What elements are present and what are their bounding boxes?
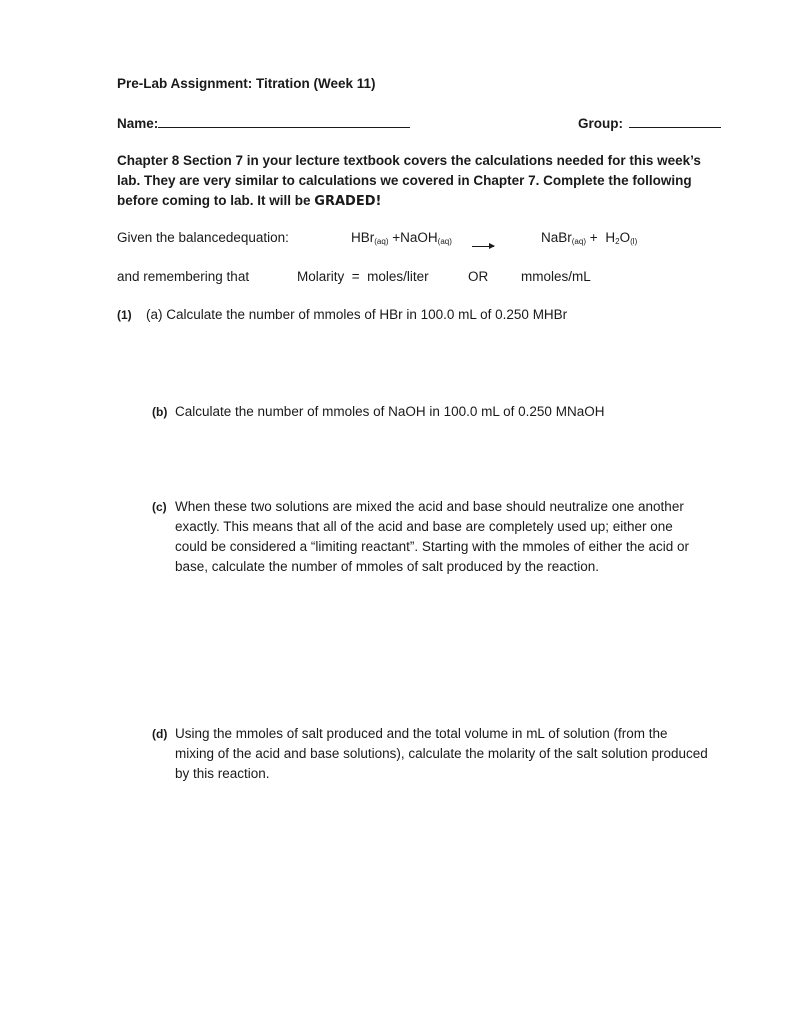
page-title: Pre-Lab Assignment: Titration (Week 11) — [117, 76, 376, 91]
graded-text: GRADED! — [314, 194, 382, 209]
products — [541, 230, 637, 246]
question-a-text: (a) Calculate the number of mmoles of HBr in 100.0 mL of 0.250 MHBr — [146, 307, 568, 322]
name-label: Name: — [117, 116, 159, 131]
question-number: (1) — [117, 308, 132, 322]
group-field[interactable] — [578, 116, 721, 131]
group-label: Group: — [578, 116, 623, 131]
naoh-state: (aq) — [437, 237, 452, 246]
group-blank-line[interactable] — [629, 127, 721, 128]
molarity-label: and remembering that — [117, 269, 250, 284]
nabr-formula: NaBr — [541, 230, 572, 245]
intro-paragraph — [117, 151, 717, 212]
question-c-label: (c) — [152, 500, 167, 514]
molarity-formula: Molarity = moles/liter — [297, 269, 429, 284]
hbr-state: (aq) — [374, 237, 389, 246]
nabr-state: (aq) — [571, 237, 586, 246]
water-oxygen: O — [619, 230, 631, 245]
name-field[interactable] — [117, 116, 410, 131]
mmoles-text: mmoles/mL — [521, 269, 591, 284]
reaction-arrow-icon — [472, 238, 494, 253]
naoh-formula: NaOH — [400, 230, 438, 245]
plus-sign: + — [589, 230, 598, 245]
question-b-text: Calculate the number of mmoles of NaOH in 100.0 mL of 0.250 MNaOH — [175, 404, 605, 419]
water-state: (l) — [630, 237, 638, 246]
question-d-label: (d) — [152, 727, 168, 741]
question-c-text: When these two solutions are mixed the acid and base should neutralize one another exactly. This means that all of the acid and base are completely used up; either one could be considered a “limiting reactant”. Starting with the mmoles of either the acid or base, calculate the number of mmoles of salt produced by the reaction. — [175, 499, 690, 574]
or-text: OR — [468, 269, 489, 284]
name-blank-line[interactable] — [158, 127, 410, 128]
water-formula: H — [605, 230, 616, 245]
plus-sign: + — [392, 230, 401, 245]
hbr-formula: HBr — [351, 230, 375, 245]
reactants — [351, 230, 452, 246]
equation-label: Given the balancedequation: — [117, 230, 289, 245]
question-d-text: Using the mmoles of salt produced and the total volume in mL of solution (from the mixing of the acid and base solutions), calculate the molarity of the salt solution produced by this reaction. — [175, 726, 708, 781]
question-b-label: (b) — [152, 405, 168, 419]
intro-text: Chapter 8 Section 7 in your lecture textbook covers the calculations needed for this week’s lab. They are very similar to calculations we covered in Chapter 7. Complete the following before coming to lab. It will be — [117, 153, 701, 208]
water-subscript: 2 — [615, 237, 620, 246]
